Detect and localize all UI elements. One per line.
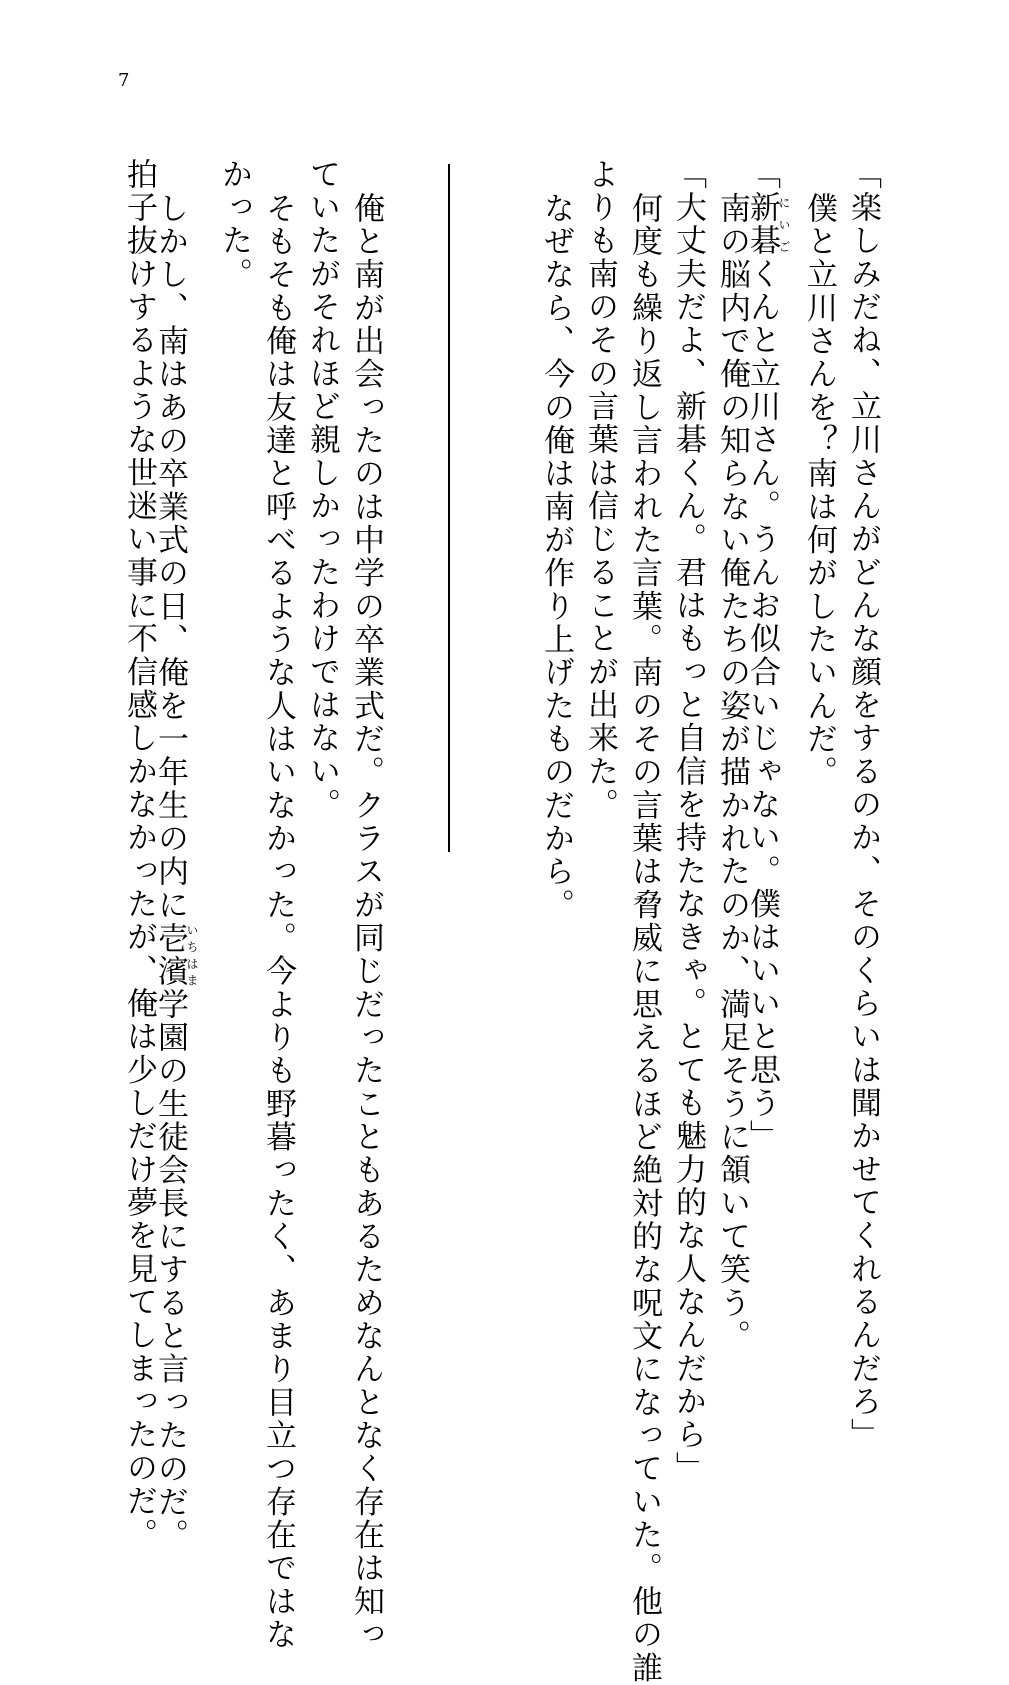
text-line-2: 僕と立川さんを？南は何がしたいんだ。 bbox=[801, 192, 837, 790]
text-line-8: なぜなら、今の俺は南が作り上げたものだから。 bbox=[538, 192, 574, 922]
text-line-6: 何度も繰り返し言われた言葉。南のその言葉は脅威に思えるほど絶対的な呪文になっていた。他の誰 bbox=[626, 192, 662, 1685]
section-divider bbox=[448, 164, 450, 852]
text-line-3: 「新碁にいごくんと立川さん。うんお似合いじゃない。僕はいいと思う」 bbox=[744, 158, 791, 1154]
text-line-14: 拍子抜けするような世迷い事に不信感しかなかったが、俺は少しだけ夢を見てしまったのだ。 bbox=[121, 158, 157, 1552]
text-line-4: 南の脳内で俺の知らない俺たちの姿が描かれたのか、満足そうに頷いて笑う。 bbox=[714, 192, 750, 1353]
ruby-niigo: 新碁にいご bbox=[744, 191, 791, 258]
furigana-niigo: にいご bbox=[777, 191, 791, 258]
text-line-12: かった。 bbox=[216, 158, 252, 291]
text-line-1: 「楽しみだね、立川さんがどんな顔をするのか、そのくらいは聞かせてくれるんだろ」 bbox=[845, 158, 881, 1452]
text-line-11: そもそも俺は友達と呼べるような人はいなかった。今よりも野暮ったく、あまり目立つ存在ではな bbox=[260, 192, 296, 1652]
furigana-ichihama: いちはま bbox=[185, 921, 199, 989]
page-number: 7 bbox=[118, 70, 130, 91]
text-line-7: よりも南のその言葉は信じることが出来た。 bbox=[582, 158, 618, 822]
text-line-10: ていたがそれほど親しかったわけではない。 bbox=[304, 158, 340, 822]
ruby-ichihama: 壱濱いちはま bbox=[152, 921, 199, 989]
text-line-9: 俺と南が出会ったのは中学の卒業式だ。クラスが同じだったこともあるためなんとなく存在は知っ bbox=[348, 192, 384, 1652]
text-line-13: しかし、南はあの卒業式の日、俺を一年生の内に壱濱いちはま学園の生徒会長にすると言ったのだ。 bbox=[152, 192, 199, 1552]
text-line-5: 「大丈夫だよ、新碁くん。君はもっと自信を持たなきゃ。とても魅力的な人なんだから」 bbox=[670, 158, 706, 1485]
